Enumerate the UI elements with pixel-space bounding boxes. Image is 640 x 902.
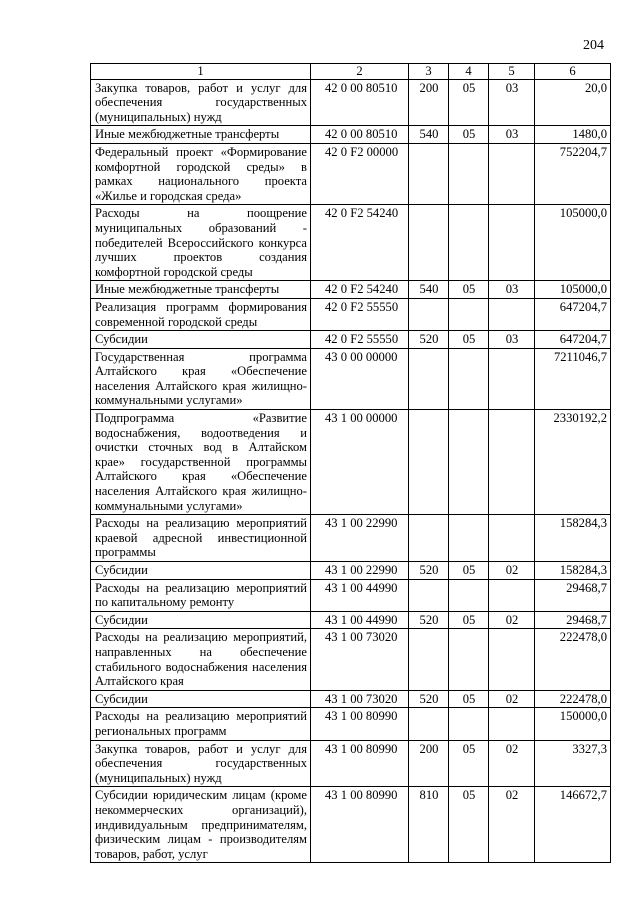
row-subsection: 02 (489, 787, 535, 863)
row-expense-type: 520 (409, 331, 449, 349)
row-subsection (489, 298, 535, 330)
row-subsection: 02 (489, 690, 535, 708)
row-subsection (489, 629, 535, 690)
row-section (449, 348, 489, 409)
row-name: Расходы на реализацию мероприятий по капитальному ремонту (91, 579, 311, 611)
row-code: 43 0 00 00000 (311, 348, 409, 409)
row-name: Федеральный проект «Формирование комфортной городской среды» в рамках национального проекта «Жилье и городская среда» (91, 143, 311, 204)
row-code: 43 1 00 44990 (311, 611, 409, 629)
row-amount: 158284,3 (535, 562, 611, 580)
row-expense-type: 810 (409, 787, 449, 863)
row-amount: 3327,3 (535, 740, 611, 787)
row-section: 05 (449, 281, 489, 299)
row-section: 05 (449, 331, 489, 349)
row-expense-type (409, 298, 449, 330)
row-section: 05 (449, 740, 489, 787)
row-code: 42 0 F2 00000 (311, 143, 409, 204)
row-expense-type (409, 629, 449, 690)
table-row (91, 79, 611, 126)
row-expense-type (409, 515, 449, 562)
header-col-5: 5 (489, 64, 535, 80)
row-expense-type: 200 (409, 740, 449, 787)
row-name: Расходы на реализацию мероприятий региональных программ (91, 708, 311, 740)
row-subsection: 03 (489, 331, 535, 349)
row-expense-type: 200 (409, 79, 449, 126)
row-section: 05 (449, 787, 489, 863)
row-expense-type: 520 (409, 690, 449, 708)
row-amount: 146672,7 (535, 787, 611, 863)
row-amount: 2330192,2 (535, 410, 611, 515)
header-col-2: 2 (311, 64, 409, 80)
row-expense-type: 520 (409, 611, 449, 629)
page-number: 204 (583, 38, 604, 53)
row-name: Расходы на реализацию мероприятий, направленных на обеспечение стабильного водоснабжения населения Алтайского края (91, 629, 311, 690)
row-code: 42 0 F2 55550 (311, 298, 409, 330)
row-subsection (489, 205, 535, 281)
row-subsection: 03 (489, 79, 535, 126)
row-expense-type (409, 205, 449, 281)
row-code: 42 0 F2 54240 (311, 281, 409, 299)
table-row (91, 205, 611, 281)
row-code: 43 1 00 44990 (311, 579, 409, 611)
row-code: 42 0 00 80510 (311, 126, 409, 144)
row-subsection: 03 (489, 281, 535, 299)
row-code: 43 1 00 22990 (311, 515, 409, 562)
row-expense-type: 540 (409, 126, 449, 144)
row-name: Закупка товаров, работ и услуг для обеспечения государственных (муниципальных) нужд (91, 740, 311, 787)
row-amount: 222478,0 (535, 629, 611, 690)
table-row (91, 740, 611, 787)
row-code: 42 0 F2 55550 (311, 331, 409, 349)
row-section (449, 410, 489, 515)
row-section: 05 (449, 611, 489, 629)
row-subsection (489, 708, 535, 740)
row-amount: 105000,0 (535, 205, 611, 281)
row-section (449, 708, 489, 740)
row-name: Расходы на поощрение муниципальных образований - победителей Всероссийского конкурса лучших проектов создания комфортной городской среды (91, 205, 311, 281)
row-section (449, 298, 489, 330)
row-amount: 29468,7 (535, 611, 611, 629)
row-amount: 7211046,7 (535, 348, 611, 409)
row-section (449, 579, 489, 611)
row-name: Подпрограмма «Развитие водоснабжения, водоотведения и очистки сточных вод в Алтайском крае» государственной программы Алтайского края «Обеспечение населения Алтайского края жилищно-коммунальными услугами» (91, 410, 311, 515)
row-subsection: 02 (489, 740, 535, 787)
table-header-row (91, 64, 611, 80)
row-subsection (489, 579, 535, 611)
row-subsection (489, 410, 535, 515)
row-amount: 647204,7 (535, 298, 611, 330)
table-row (91, 611, 611, 629)
row-section (449, 205, 489, 281)
row-section (449, 143, 489, 204)
table-row (91, 281, 611, 299)
row-code: 43 1 00 80990 (311, 787, 409, 863)
table-row (91, 331, 611, 349)
row-section: 05 (449, 79, 489, 126)
row-subsection (489, 143, 535, 204)
row-code: 43 1 00 73020 (311, 690, 409, 708)
row-amount: 752204,7 (535, 143, 611, 204)
row-section (449, 629, 489, 690)
header-col-3: 3 (409, 64, 449, 80)
table-row (91, 787, 611, 863)
table-row (91, 348, 611, 409)
row-code: 43 1 00 22990 (311, 562, 409, 580)
header-col-1: 1 (91, 64, 311, 80)
row-expense-type (409, 579, 449, 611)
row-subsection: 02 (489, 611, 535, 629)
header-col-6: 6 (535, 64, 611, 80)
row-expense-type (409, 348, 449, 409)
row-expense-type (409, 708, 449, 740)
row-name: Субсидии (91, 611, 311, 629)
row-section: 05 (449, 690, 489, 708)
budget-table (90, 63, 611, 863)
row-section: 05 (449, 126, 489, 144)
row-name: Субсидии (91, 562, 311, 580)
row-expense-type (409, 410, 449, 515)
row-amount: 20,0 (535, 79, 611, 126)
row-name: Иные межбюджетные трансферты (91, 281, 311, 299)
header-col-4: 4 (449, 64, 489, 80)
row-expense-type (409, 143, 449, 204)
table-row (91, 690, 611, 708)
row-name: Расходы на реализацию мероприятий краевой адресной инвестиционной программы (91, 515, 311, 562)
row-expense-type: 520 (409, 562, 449, 580)
row-subsection (489, 515, 535, 562)
row-amount: 647204,7 (535, 331, 611, 349)
table-row (91, 143, 611, 204)
row-subsection: 02 (489, 562, 535, 580)
row-code: 43 1 00 80990 (311, 740, 409, 787)
row-subsection: 03 (489, 126, 535, 144)
table-row (91, 298, 611, 330)
row-name: Субсидии (91, 690, 311, 708)
row-amount: 105000,0 (535, 281, 611, 299)
row-section: 05 (449, 562, 489, 580)
row-name: Закупка товаров, работ и услуг для обеспечения государственных (муниципальных) нужд (91, 79, 311, 126)
row-amount: 1480,0 (535, 126, 611, 144)
row-name: Государственная программа Алтайского края «Обеспечение населения Алтайского края жилищно-коммунальными услугами» (91, 348, 311, 409)
row-code: 43 1 00 73020 (311, 629, 409, 690)
table-row (91, 410, 611, 515)
row-code: 42 0 00 80510 (311, 79, 409, 126)
table-row (91, 579, 611, 611)
table-row (91, 515, 611, 562)
row-amount: 222478,0 (535, 690, 611, 708)
row-amount: 158284,3 (535, 515, 611, 562)
row-expense-type: 540 (409, 281, 449, 299)
row-name: Субсидии (91, 331, 311, 349)
row-code: 43 1 00 00000 (311, 410, 409, 515)
table-row (91, 629, 611, 690)
row-name: Реализация программ формирования современной городской среды (91, 298, 311, 330)
row-code: 42 0 F2 54240 (311, 205, 409, 281)
table-row (91, 562, 611, 580)
row-amount: 150000,0 (535, 708, 611, 740)
row-section (449, 515, 489, 562)
row-name: Иные межбюджетные трансферты (91, 126, 311, 144)
row-name: Субсидии юридическим лицам (кроме некоммерческих организаций), индивидуальным предпринимателям, физическим лицам - производителям товаров, работ, услуг (91, 787, 311, 863)
row-amount: 29468,7 (535, 579, 611, 611)
table-row (91, 126, 611, 144)
row-subsection (489, 348, 535, 409)
row-code: 43 1 00 80990 (311, 708, 409, 740)
table-row (91, 708, 611, 740)
